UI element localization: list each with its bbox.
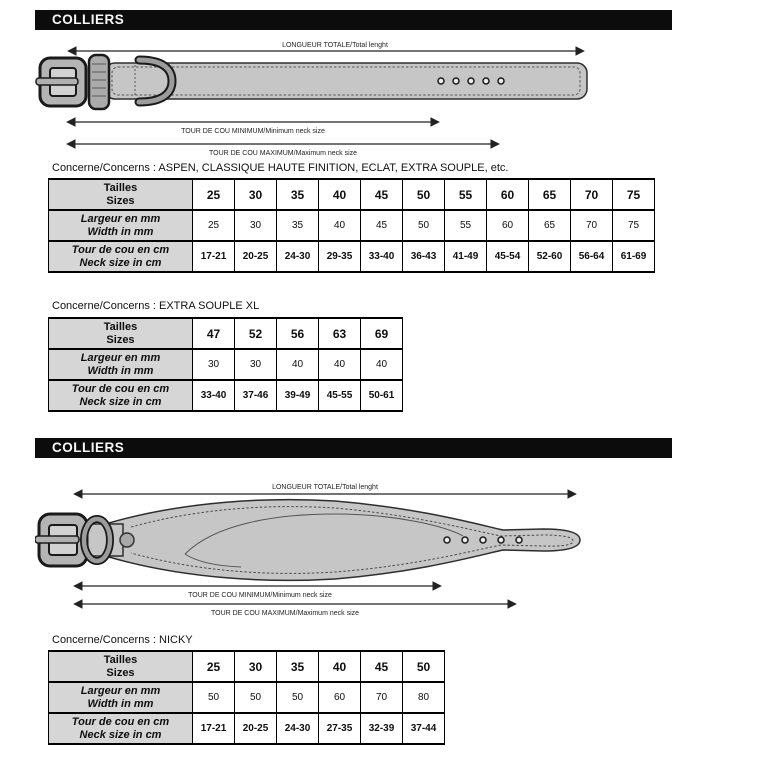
table-row: [49, 318, 403, 349]
row-label: Tailles Sizes: [49, 651, 193, 682]
table-cell: 24-30: [277, 241, 319, 272]
table-cell: 30: [235, 651, 277, 682]
table-cell: 30: [235, 210, 277, 241]
table-cell: 75: [613, 179, 655, 210]
min-neck-label: TOUR DE COU MINIMUM/Minimum neck size: [181, 128, 325, 135]
table-row: [49, 651, 445, 682]
table-row: [49, 713, 445, 744]
row-label: Tour de cou en cm Neck size in cm: [49, 713, 193, 744]
table-cell: 20-25: [235, 241, 277, 272]
table-cell: 36-43: [403, 241, 445, 272]
table-cell: 40: [361, 349, 403, 380]
table-cell: 25: [193, 651, 235, 682]
table-cell: 37-44: [403, 713, 445, 744]
table-cell: 50: [403, 179, 445, 210]
table-cell: 65: [529, 210, 571, 241]
table-row: [49, 349, 403, 380]
table-cell: 20-25: [235, 713, 277, 744]
table-cell: 60: [487, 210, 529, 241]
table-cell: 40: [319, 349, 361, 380]
table-cell: 32-39: [361, 713, 403, 744]
table-cell: 80: [403, 682, 445, 713]
rivet: [120, 533, 134, 547]
table-cell: 45: [361, 210, 403, 241]
table-cell: 75: [613, 210, 655, 241]
collar-strap: [105, 63, 587, 99]
table-cell: 70: [571, 179, 613, 210]
row-label: Largeur en mm Width in mm: [49, 349, 193, 380]
table-cell: 30: [235, 349, 277, 380]
table-cell: 17-21: [193, 713, 235, 744]
table-cell: 70: [571, 210, 613, 241]
table-cell: 50: [235, 682, 277, 713]
table-cell: 56: [277, 318, 319, 349]
table-cell: 40: [277, 349, 319, 380]
table-cell: 55: [445, 210, 487, 241]
table-row: [49, 241, 655, 272]
table-cell: 60: [487, 179, 529, 210]
table-cell: 25: [193, 210, 235, 241]
buckle-prong: [36, 78, 78, 85]
table-cell: 55: [445, 179, 487, 210]
keeper-loop: [89, 55, 109, 109]
section-header-bar: [35, 10, 672, 30]
table-cell: 25: [193, 179, 235, 210]
table-row: [49, 380, 403, 411]
row-label: Largeur en mm Width in mm: [49, 682, 193, 713]
table-row: [49, 682, 445, 713]
flat-collar-diagram: [35, 36, 595, 158]
row-label: Tour de cou en cm Neck size in cm: [49, 241, 193, 272]
table-cell: 63: [319, 318, 361, 349]
row-label: Tailles Sizes: [49, 179, 193, 210]
table-cell: 24-30: [277, 713, 319, 744]
table-cell: 45: [361, 179, 403, 210]
buckle-prong: [35, 536, 79, 543]
table-cell: 30: [235, 179, 277, 210]
table-cell: 52: [235, 318, 277, 349]
sighthound-collar-drawing: [35, 500, 580, 581]
table-cell: 27-35: [319, 713, 361, 744]
row-label: Tour de cou en cm Neck size in cm: [49, 380, 193, 411]
section-title: COLLIERS: [52, 12, 125, 27]
table-cell: 33-40: [361, 241, 403, 272]
table-cell: 50: [277, 682, 319, 713]
size-table-extra-souple-xl: [48, 317, 403, 412]
table-caption-nicky: Concerne/Concerns : NICKY: [52, 634, 193, 646]
min-neck-label: TOUR DE COU MINIMUM/Minimum neck size: [188, 592, 332, 599]
sighthound-collar-diagram: [35, 468, 595, 630]
table-cell: 40: [319, 179, 361, 210]
table-cell: 45-55: [319, 380, 361, 411]
table-cell: 56-64: [571, 241, 613, 272]
table-caption-aspen: Concerne/Concerns : ASPEN, CLASSIQUE HAUTE FINITION, ECLAT, EXTRA SOUPLE, etc.: [52, 162, 509, 174]
table-cell: 37-46: [235, 380, 277, 411]
table-cell: 35: [277, 210, 319, 241]
table-cell: 50: [403, 210, 445, 241]
row-label: Tailles Sizes: [49, 318, 193, 349]
table-cell: 50: [403, 651, 445, 682]
table-cell: 50: [193, 682, 235, 713]
table-cell: 35: [277, 651, 319, 682]
table-cell: 40: [319, 210, 361, 241]
table-caption-extra-souple-xl: Concerne/Concerns : EXTRA SOUPLE XL: [52, 300, 260, 312]
table-cell: 50-61: [361, 380, 403, 411]
table-cell: 17-21: [193, 241, 235, 272]
size-table-aspen: [48, 178, 655, 273]
total-length-label: LONGUEUR TOTALE/Total lenght: [272, 484, 378, 491]
max-neck-label: TOUR DE COU MAXIMUM/Maximum neck size: [210, 610, 360, 617]
table-cell: 61-69: [613, 241, 655, 272]
section-title: COLLIERS: [52, 440, 125, 455]
table-row: [49, 210, 655, 241]
total-length-label: LONGUEUR TOTALE/Total lenght: [282, 42, 388, 49]
section-header-bar: [35, 438, 672, 458]
table-cell: 33-40: [193, 380, 235, 411]
table-cell: 52-60: [529, 241, 571, 272]
table-cell: 45-54: [487, 241, 529, 272]
table-cell: 30: [193, 349, 235, 380]
table-cell: 47: [193, 318, 235, 349]
table-cell: 41-49: [445, 241, 487, 272]
table-cell: 69: [361, 318, 403, 349]
table-cell: 60: [319, 682, 361, 713]
row-label: Largeur en mm Width in mm: [49, 210, 193, 241]
table-cell: 40: [319, 651, 361, 682]
size-table-nicky: [48, 650, 445, 745]
table-cell: 45: [361, 651, 403, 682]
table-cell: 29-35: [319, 241, 361, 272]
table-cell: 70: [361, 682, 403, 713]
table-row: [49, 179, 655, 210]
table-cell: 39-49: [277, 380, 319, 411]
flat-collar-drawing: [36, 55, 587, 109]
max-neck-label: TOUR DE COU MAXIMUM/Maximum neck size: [208, 150, 358, 157]
table-cell: 65: [529, 179, 571, 210]
collar-body: [105, 500, 580, 581]
table-cell: 35: [277, 179, 319, 210]
